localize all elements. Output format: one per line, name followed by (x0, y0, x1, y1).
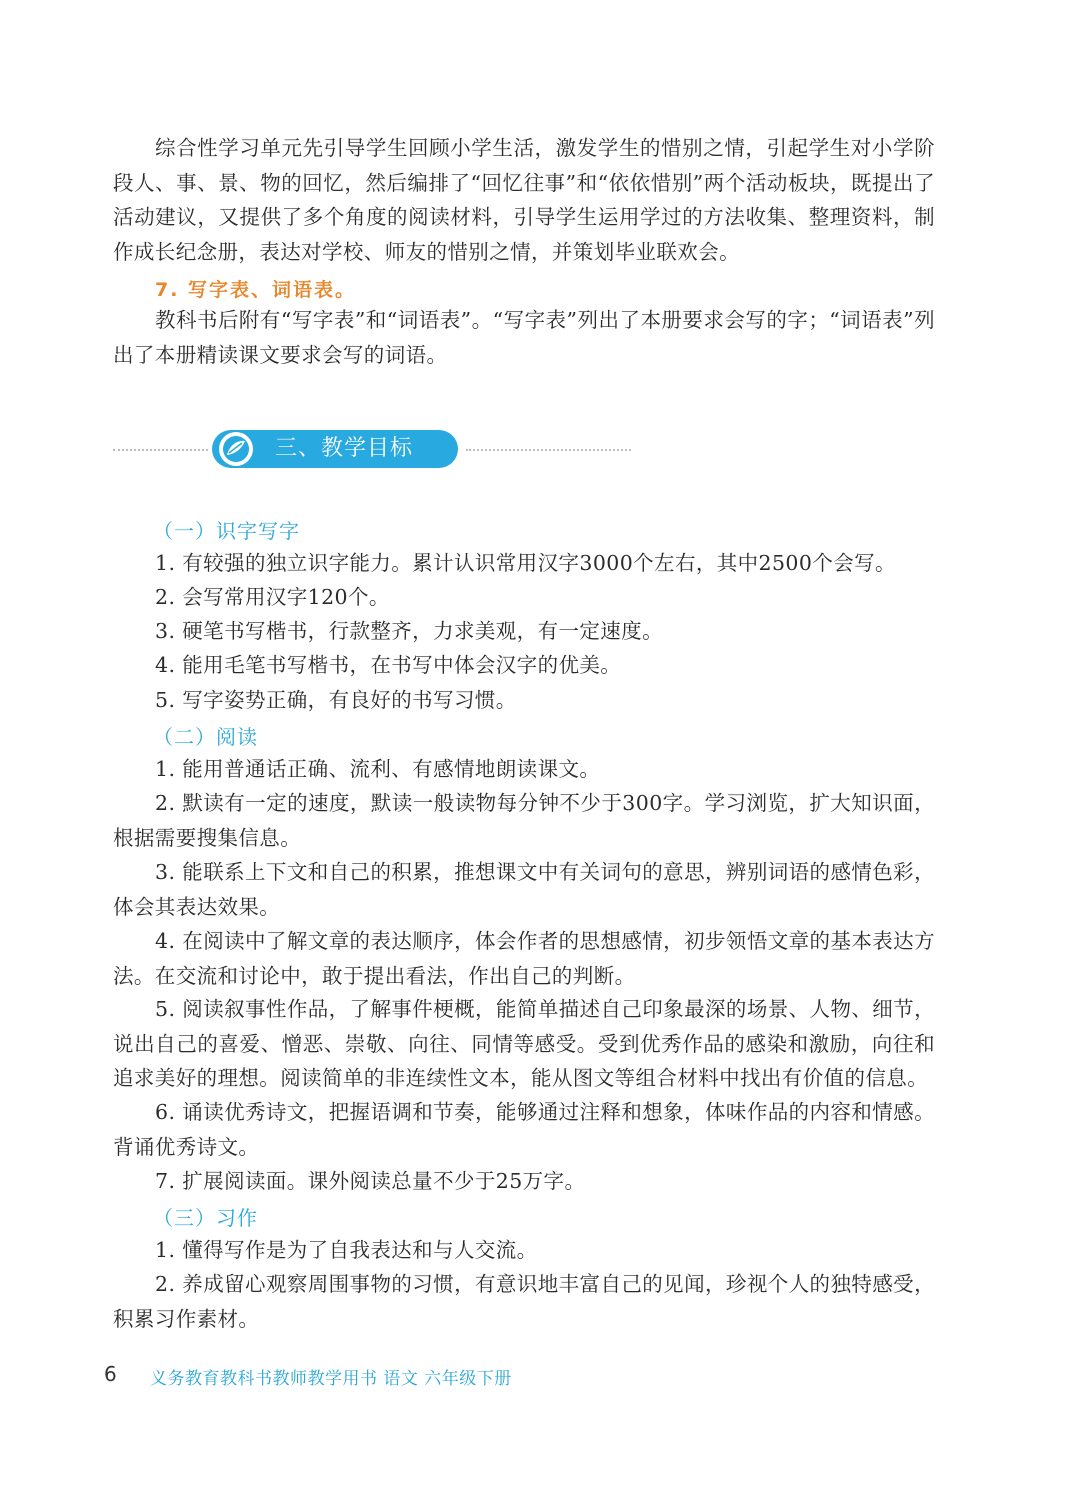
list-item: 7. 扩展阅读面。课外阅读总量不少于25万字。 (155, 1169, 586, 1193)
list-item: 4. 在阅读中了解文章的表达顺序，体会作者的思想感情，初步领悟文章的基本表达方法。在交流和讨论中，敢于提出看法，作出自己的判断。 (113, 929, 935, 988)
list-item: 5. 阅读叙事性作品，了解事件梗概，能简单描述自己印象最深的场景、人物、细节，说出自己的喜爱、憎恶、崇敬、向往、同情等感受。受到优秀作品的感染和激励，向往和追求美好的理想。阅读简单的非连续性文本，能从图文等组合材料中找出有价值的信息。 (113, 997, 935, 1090)
subsection-heading-literacy: （一）识字写字 (153, 519, 300, 543)
item7-heading: 7. 写字表、词语表。 (155, 279, 357, 301)
list-item: 2. 会写常用汉字120个。 (155, 585, 390, 609)
list-item: 1. 懂得写作是为了自我表达和与人交流。 (155, 1238, 538, 1262)
list-item: 6. 诵读优秀诗文，把握语调和节奏，能够通过注释和想象，体味作品的内容和情感。背诵优秀诗文。 (113, 1100, 935, 1159)
footer-book-title: 义务教育教科书教师教学用书 语文 六年级下册 (150, 1369, 512, 1389)
list-item: 3. 能联系上下文和自己的积累，推想课文中有关词句的意思，辨别词语的感情色彩，体会其表达效果。 (113, 860, 935, 919)
subsection-heading-reading: （二）阅读 (153, 725, 258, 749)
list-item: 5. 写字姿势正确，有良好的书写习惯。 (155, 688, 517, 712)
page-number: 6 (104, 1362, 117, 1386)
intro-paragraph: 综合性学习单元先引导学生回顾小学生活，激发学生的惜别之情，引起学生对小学阶段人、事、景、物的回忆，然后编排了“回忆往事”和“依依惜别”两个活动板块，既提出了活动建议，又提供了多个角度的阅读材料，引导学生运用学过的方法收集、整理资料，制作成长纪念册，表达对学校、师友的惜别之情，并策划毕业联欢会。 (113, 136, 935, 264)
book-leaf-icon (216, 430, 256, 468)
banner-divider-left (113, 449, 208, 451)
item7-body: 教科书后附有“写字表”和“词语表”。“写字表”列出了本册要求会写的字；“词语表”列出了本册精读课文要求会写的词语。 (113, 308, 935, 367)
banner-divider-right (466, 449, 631, 451)
list-item: 1. 有较强的独立识字能力。累计认识常用汉字3000个左右，其中2500个会写。 (155, 551, 896, 575)
list-item: 2. 养成留心观察周围事物的习惯，有意识地丰富自己的见闻，珍视个人的独特感受，积累习作素材。 (113, 1272, 935, 1331)
subsection-heading-writing: （三）习作 (153, 1206, 258, 1230)
list-item: 2. 默读有一定的速度，默读一般读物每分钟不少于300字。学习浏览，扩大知识面，根据需要搜集信息。 (113, 791, 935, 850)
list-item: 4. 能用毛笔书写楷书，在书写中体会汉字的优美。 (155, 653, 622, 677)
list-item: 1. 能用普通话正确、流利、有感情地朗读课文。 (155, 757, 601, 781)
section-title: 三、教学目标 (275, 436, 414, 461)
list-item: 3. 硬笔书写楷书，行款整齐，力求美观，有一定速度。 (155, 619, 663, 643)
